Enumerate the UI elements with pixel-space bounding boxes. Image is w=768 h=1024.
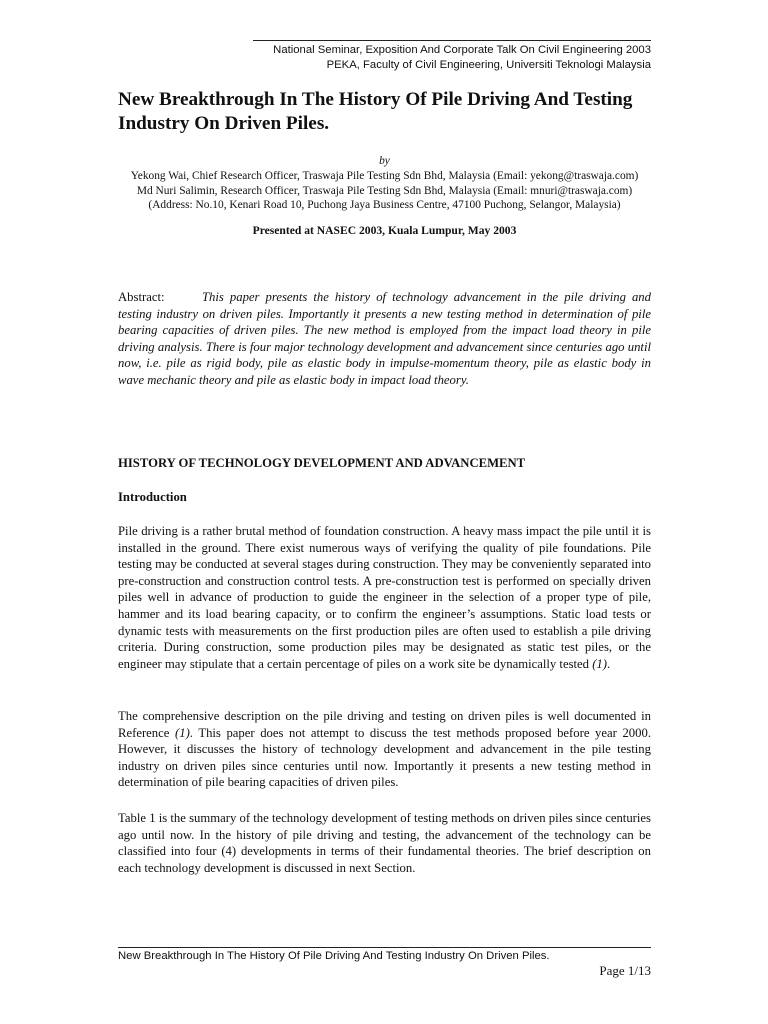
author-2: Md Nuri Salimin, Research Officer, Traswaja Pile Testing Sdn Bhd, Malaysia (Email: mnuri@traswaja.com) [136,184,633,197]
paragraph-1-text: Pile driving is a rather brutal method of foundation construction. A heavy mass impact the pile until it is installed in the ground. There exist numerous ways of verifying the quality of pile foundations. Pile testing may be conducted at several stages during construction. They may be conveniently separated into pre-construction and construction control tests. A pre-construction test is performed on specially driven piles well in advance of production to guide the engineer in the selection of a proper type of pile, hammer and its load bearing capacity, or to confirm the engineer’s assumptions. Static load tests or dynamic tests with measurements on the first production piles are often used to establish a pile driving criteria. During construction, some production piles may be designated as static test piles, or the engineer may stipulate that a certain percentage of piles on a work site be dynamically tested [118,524,651,671]
paragraph-2-rest: . This paper does not attempt to discuss the test methods proposed before year 2000. However, it discusses the history of technology development and advancement in the pile testing industry on driven piles since centuries until now. Importantly it presents a new testing method in determination of pile bearing capacities of driven piles. [118,725,651,790]
byline-by: by [379,155,390,167]
abstract [118,289,651,389]
running-footer: New Breakthrough In The History Of Pile Driving And Testing Industry On Driven Piles. [118,947,651,963]
byline [118,154,651,213]
paragraph-1-end: . [607,656,611,671]
paragraph-2 [118,708,651,791]
running-header [253,40,651,73]
header-line-1: National Seminar, Exposition And Corporate Talk On Civil Engineering 2003 [273,44,651,56]
paragraph-2-start: The comprehensive description on the pile driving and testing on driven piles is well documented in Reference [118,709,651,740]
abstract-label: Abstract: [118,290,165,304]
reference-citation[interactable]: (1) [175,725,190,740]
paragraph-1 [118,523,651,672]
author-address: (Address: No.10, Kenari Road 10, Puchong Jaya Business Centre, 47100 Puchong, Selangor, Malaysia) [148,199,621,212]
abstract-text: This paper presents the history of technology advancement in the pile driving and testing industry on driven piles. Importantly it presents a new testing method in determination of pile bearing capacities of driven piles. The new method is employed from the impact load theory in pile driving analysis. There is four major technology development and advancement since centuries ago until now, i.e. pile as rigid body, pile as elastic body in impulse-momentum theory, pile as elastic body in wave mechanic theory and pile as elastic body in impact load theory. [118,290,651,387]
header-line-2: PEKA, Faculty of Civil Engineering, Universiti Teknologi Malaysia [326,59,651,71]
page-number: Page 1/13 [599,963,651,978]
author-1: Yekong Wai, Chief Research Officer, Traswaja Pile Testing Sdn Bhd, Malaysia (Email: yekong@traswaja.com) [130,169,639,182]
paragraph-3: Table 1 is the summary of the technology development of testing methods on driven piles since centuries ago until now. In the history of pile driving and testing, the advancement of the technology can be classified into four (4) developments in terms of their fundamental theories. The brief description on each technology development is discussed in next Section. [118,811,651,875]
paper-title: New Breakthrough In The History Of Pile Driving And Testing Industry On Driven Piles. [118,89,633,134]
reference-citation[interactable]: (1) [592,656,607,671]
presented-at: Presented at NASEC 2003, Kuala Lumpur, May 2003 [252,224,517,237]
section-heading: HISTORY OF TECHNOLOGY DEVELOPMENT AND ADVANCEMENT [118,456,526,470]
subheading-introduction: Introduction [118,490,187,504]
